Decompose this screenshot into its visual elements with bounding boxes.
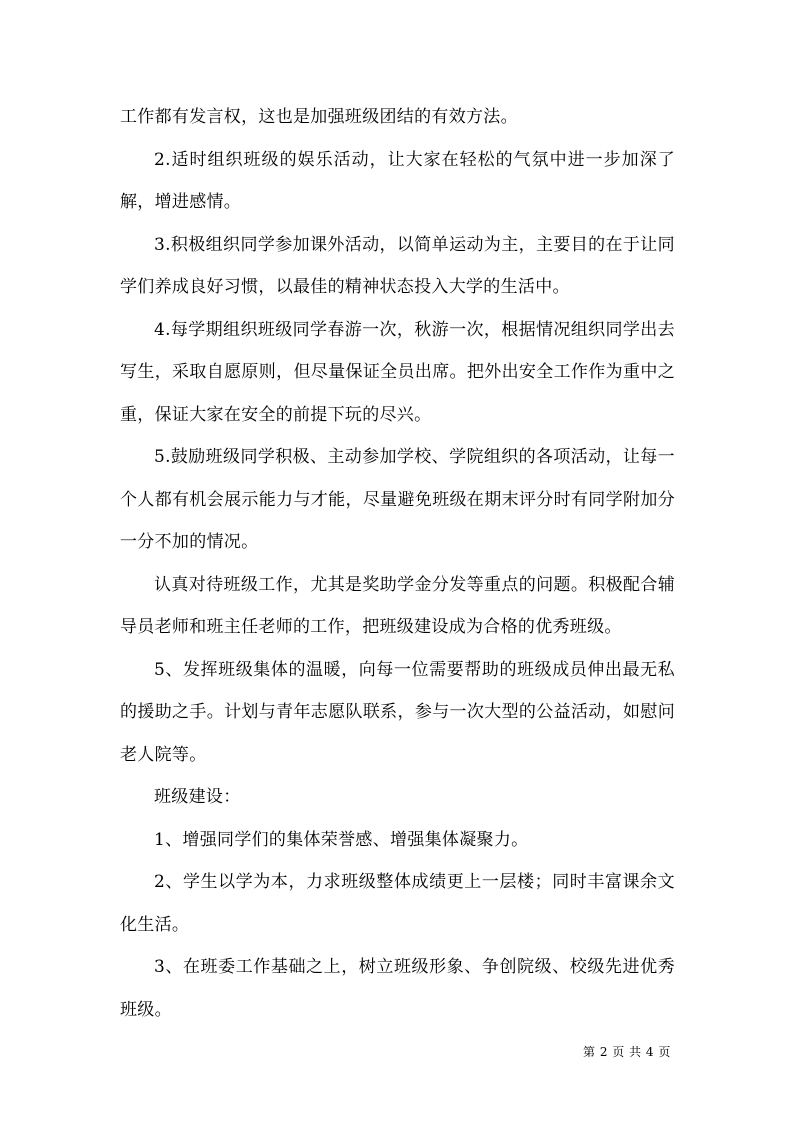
- page-number-footer: 第 2 页 共 4 页: [583, 1045, 671, 1059]
- paragraph-item-4: 4.每学期组织班级同学春游一次，秋游一次，根据情况组织同学出去写生，采取自愿原则，但尽量保证全员出席。把外出安全工作作为重中之重，保证大家在安全的前提下玩的尽兴。: [120, 319, 675, 425]
- paragraph-building-2: 2、学生以学为本，力求班级整体成绩更上一层楼；同时丰富课余文化生活。: [120, 872, 675, 935]
- paragraph-continuation: 工作都有发言权，这也是加强班级团结的有效方法。: [120, 107, 518, 127]
- paragraph-item-5: 5.鼓励班级同学积极、主动参加学校、学院组织的各项活动，让每一个人都有机会展示能力与才能，尽量避免班级在期末评分时有同学附加分一分不加的情况。: [120, 447, 675, 552]
- paragraph-building-3: 3、在班委工作基础之上，树立班级形象、争创院级、校级先进优秀班级。: [120, 957, 675, 1020]
- paragraph-building-1: 1、增强同学们的集体荣誉感、增强集体凝聚力。: [154, 829, 529, 850]
- paragraph-class-work: 认真对待班级工作，尤其是奖助学金分发等重点的问题。积极配合辅导员老师和班主任老师的工作，把班级建设成为合格的优秀班级。: [120, 574, 675, 637]
- paragraph-item-2: 2.适时组织班级的娱乐活动，让大家在轻松的气氛中进一步加深了解，增进感情。: [120, 149, 675, 212]
- paragraph-item-3: 3.积极组织同学参加课外活动，以简单运动为主，主要目的在于让同学们养成良好习惯，以最佳的精神状态投入大学的生活中。: [120, 234, 675, 297]
- section-heading-class-building: 班级建设：: [154, 787, 241, 807]
- paragraph-item-5-warmth: 5、发挥班级集体的温暖，向每一位需要帮助的班级成员伸出最无私的援助之手。计划与青年志愿队联系，参与一次大型的公益活动，如慰问老人院等。: [120, 659, 675, 765]
- document-body: [120, 96, 675, 1031]
